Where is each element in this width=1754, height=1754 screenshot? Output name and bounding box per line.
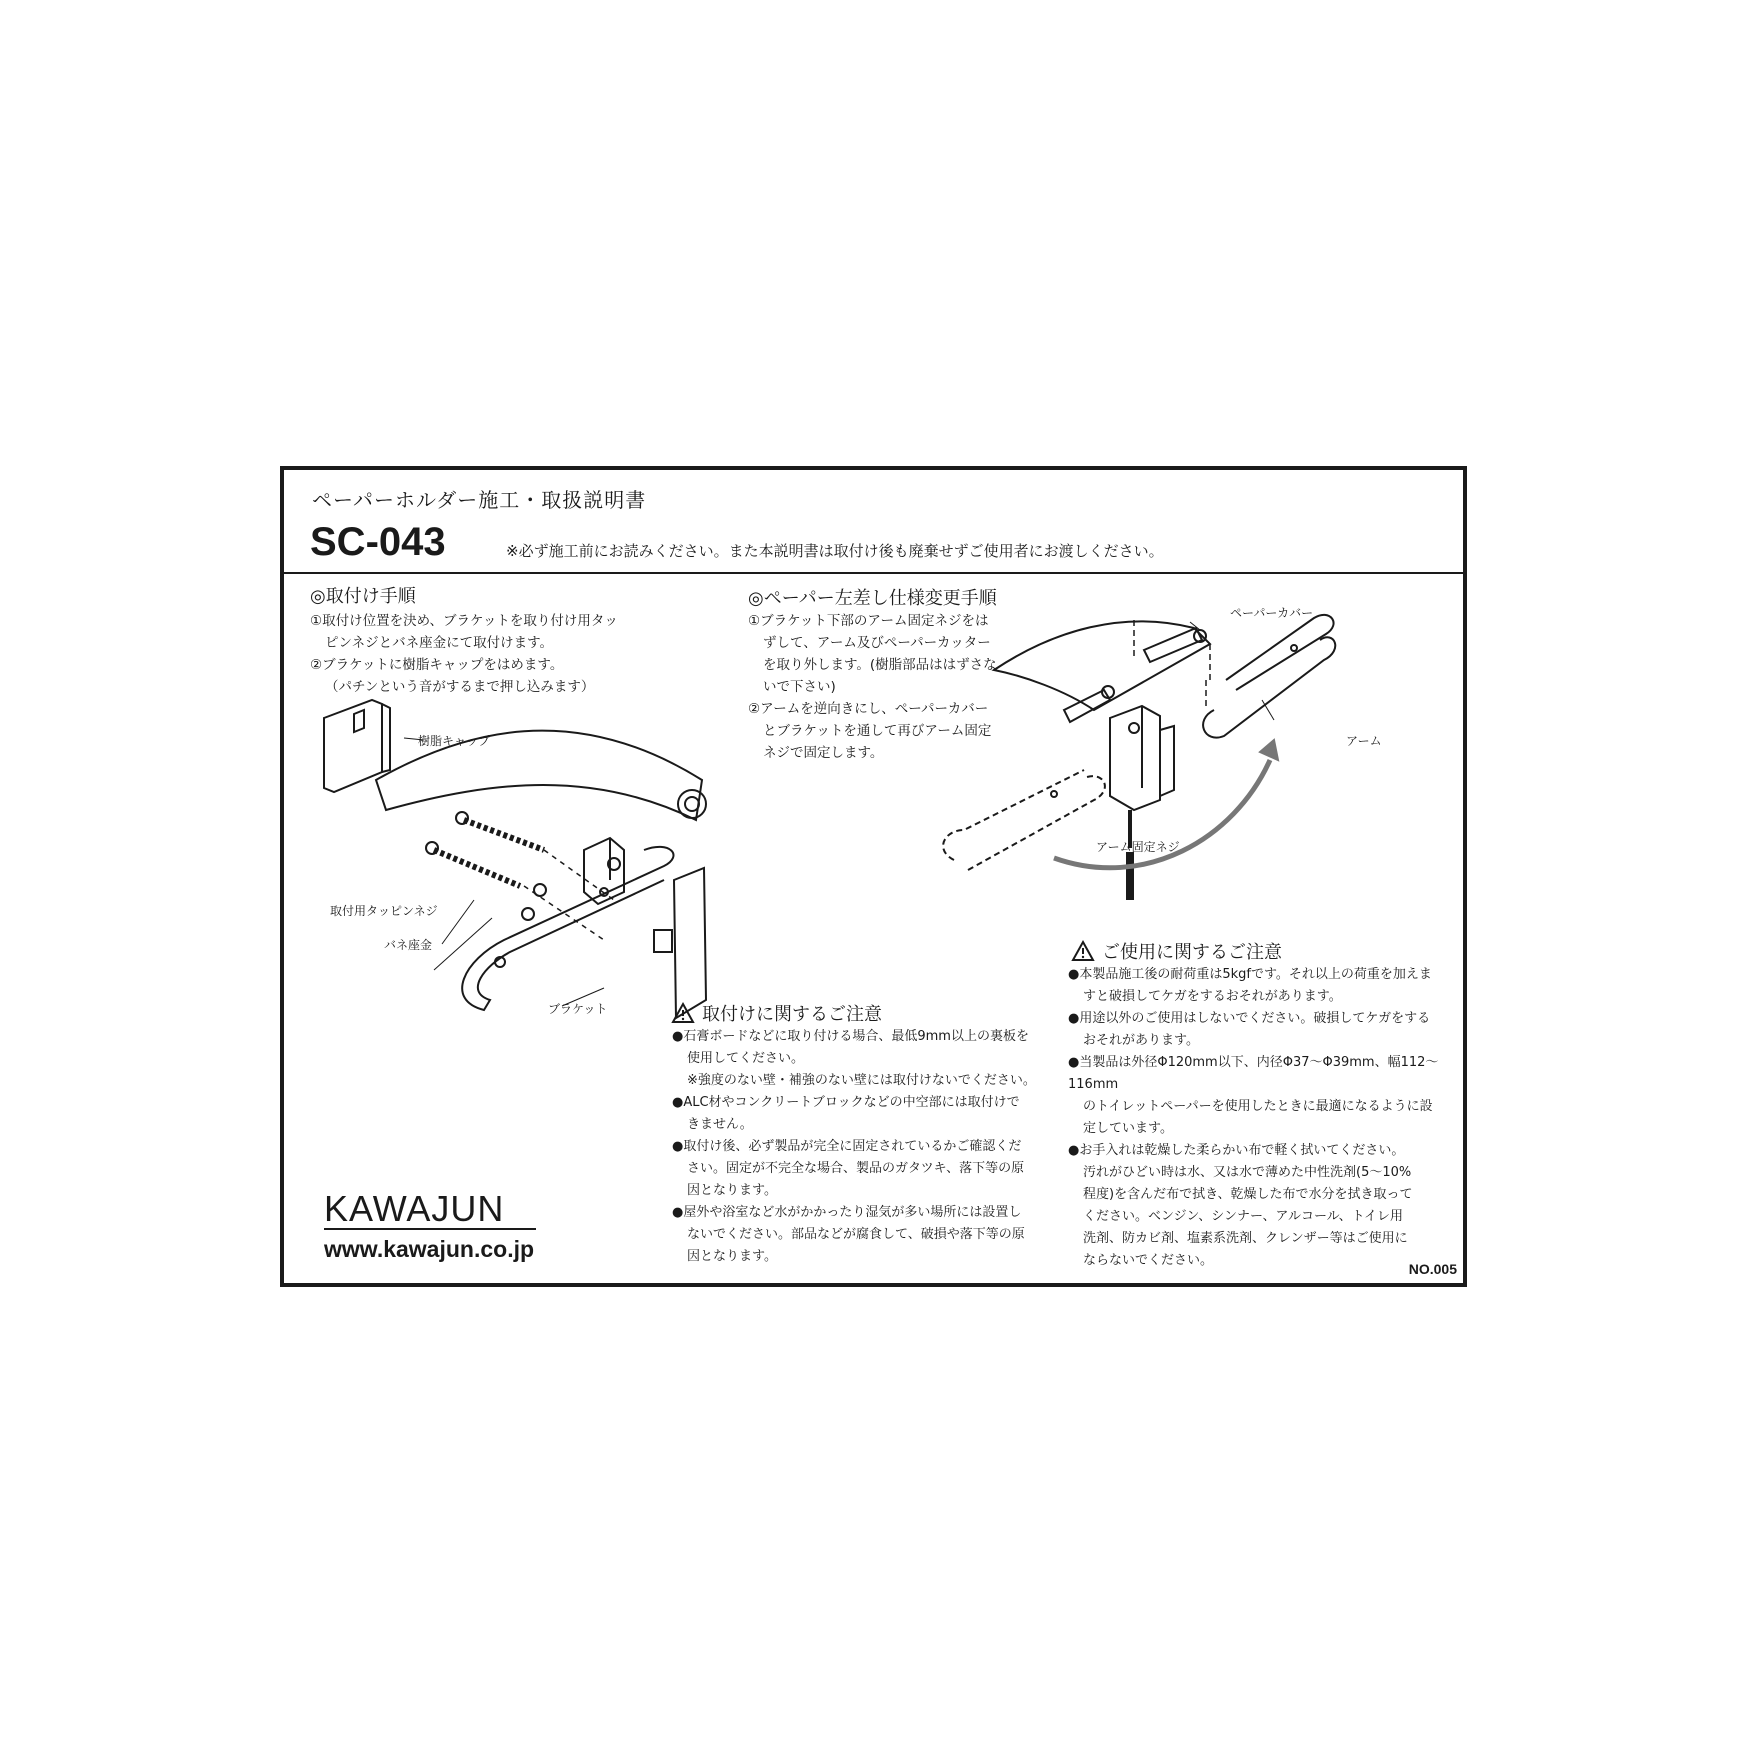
caution-line: ●本製品施工後の耐荷重は5kgfです。それ以上の荷重を加えま <box>1068 967 1432 982</box>
label-tapping-screw: 取付用タッピンネジ <box>330 904 438 918</box>
change-step-line: ①ブラケット下部のアーム固定ネジをは <box>748 613 989 629</box>
caution-line: すと破損してケガをするおそれがあります。 <box>1083 989 1342 1004</box>
caution-line: 因となります。 <box>687 1183 777 1198</box>
caution-line: きません。 <box>687 1117 753 1132</box>
change-step-line: ②アームを逆向きにし、ペーパーカバー <box>748 701 989 717</box>
install-caution-title: 取付けに関するご注意 <box>702 1004 882 1025</box>
paper-cover-part <box>994 621 1210 710</box>
change-steps <box>748 610 997 764</box>
change-step-line: ずして、アーム及びペーパーカッター <box>763 635 991 651</box>
instruction-sheet <box>280 466 1467 1287</box>
caution-line: のトイレットペーパーを使用したときに最適になるように設 <box>1083 1099 1433 1114</box>
install-step-line: ②ブラケットに樹脂キャップをはめます。 <box>310 657 564 673</box>
caution-line: 洗剤、防カビ剤、塩素系洗剤、クレンザー等はご使用に <box>1083 1231 1408 1246</box>
install-caution-heading <box>672 1000 882 1026</box>
install-heading: ◎取付け手順 <box>310 586 416 607</box>
use-caution-heading <box>1072 938 1282 964</box>
label-bracket: ブラケット <box>548 1002 608 1016</box>
caution-line: 程度)を含んだ布で拭き、乾燥した布で水分を拭き取って <box>1083 1187 1413 1202</box>
install-step-line: ピンネジとバネ座金にて取付けます。 <box>325 635 554 651</box>
use-caution-title: ご使用に関するご注意 <box>1102 942 1282 963</box>
arm-change-diagram <box>974 600 1334 900</box>
install-step-line: （パチンという音がするまで押し込みます） <box>325 679 595 695</box>
change-step-line: いで下さい) <box>763 679 836 695</box>
caution-line: 使用してください。 <box>687 1051 805 1066</box>
caution-line: ●石膏ボードなどに取り付ける場合、最低9mm以上の裏板を <box>672 1029 1029 1044</box>
caution-line: ください。ベンジン、シンナー、アルコール、トイレ用 <box>1083 1209 1403 1224</box>
caution-line: ●用途以外のご使用はしないでください。破損してケガをする <box>1068 1011 1431 1026</box>
caution-line: ないでください。部品などが腐食して、破損や落下等の原 <box>687 1227 1025 1242</box>
brand-logo: KAWAJUN <box>324 1188 505 1229</box>
caution-line: おそれがあります。 <box>1083 1033 1199 1048</box>
header-divider <box>284 572 1463 574</box>
caution-line: さい。固定が不完全な場合、製品のガタツキ、落下等の原 <box>687 1161 1025 1176</box>
caution-line: ●お手入れは乾燥した柔らかい布で軽く拭いてください。 <box>1068 1143 1405 1158</box>
caution-line: ●屋外や浴室など水がかかったり湿気が多い場所には設置し <box>672 1205 1022 1220</box>
caution-line: 汚れがひどい時は水、又は水で薄めた中性洗剤(5～10% <box>1083 1165 1412 1180</box>
caution-line: ●当製品は外径Φ120mm以下、内径Φ37～Φ39mm、幅112～116mm <box>1068 1055 1439 1092</box>
arm-part <box>462 847 673 1010</box>
caution-line: ●取付け後、必ず製品が完全に固定されているかご確認くだ <box>672 1139 1022 1154</box>
document-number: NO.005 <box>1408 1261 1457 1277</box>
install-exploded-diagram <box>314 700 694 1020</box>
caution-line: ※強度のない壁・補強のない壁には取付けないでください。 <box>687 1073 1036 1088</box>
warning-triangle-icon <box>672 1003 694 1023</box>
label-arm-fixing-screw: アーム固定ネジ <box>1096 840 1180 854</box>
caution-line: ●ALC材やコンクリートブロックなどの中空部には取付けで <box>672 1095 1020 1110</box>
model-number: SC-043 <box>310 520 446 564</box>
change-step-line: ネジで固定します。 <box>763 745 884 761</box>
install-step-line: ①取付け位置を決め、ブラケットを取り付け用タッ <box>310 613 618 629</box>
use-caution-list <box>1068 964 1463 1272</box>
label-resin-cap: 樹脂キャップ <box>418 734 491 748</box>
install-steps <box>310 610 618 698</box>
label-spring-washer: バネ座金 <box>384 938 433 952</box>
caution-line: ならないでください。 <box>1083 1253 1214 1268</box>
change-heading: ◎ペーパー左差し仕様変更手順 <box>748 588 997 609</box>
caution-line: 因となります。 <box>687 1249 777 1264</box>
change-step-line: を取り外します。(樹脂部品ははずさな <box>763 657 997 673</box>
arm-part <box>1226 615 1334 690</box>
change-step-line: とブラケットを通して再びアーム固定 <box>763 723 992 739</box>
warning-triangle-icon <box>1072 941 1094 961</box>
label-paper-cover: ペーパーカバー <box>1230 606 1314 620</box>
install-caution-list <box>672 1026 1036 1268</box>
tapping-screw-part <box>464 820 544 850</box>
bracket-part <box>1110 706 1160 810</box>
website-url[interactable]: www.kawajun.co.jp <box>324 1236 535 1262</box>
caution-line: 定しています。 <box>1083 1121 1173 1136</box>
back-plate-part <box>674 868 706 1018</box>
document-title: ペーパーホルダー施工・取扱説明書 <box>312 488 647 512</box>
brand-underline <box>324 1228 536 1230</box>
read-first-notice: ※必ず施工前にお読みください。また本説明書は取付け後も廃棄せずご使用者にお渡しください。 <box>506 542 1164 560</box>
label-arm: アーム <box>1346 734 1382 748</box>
